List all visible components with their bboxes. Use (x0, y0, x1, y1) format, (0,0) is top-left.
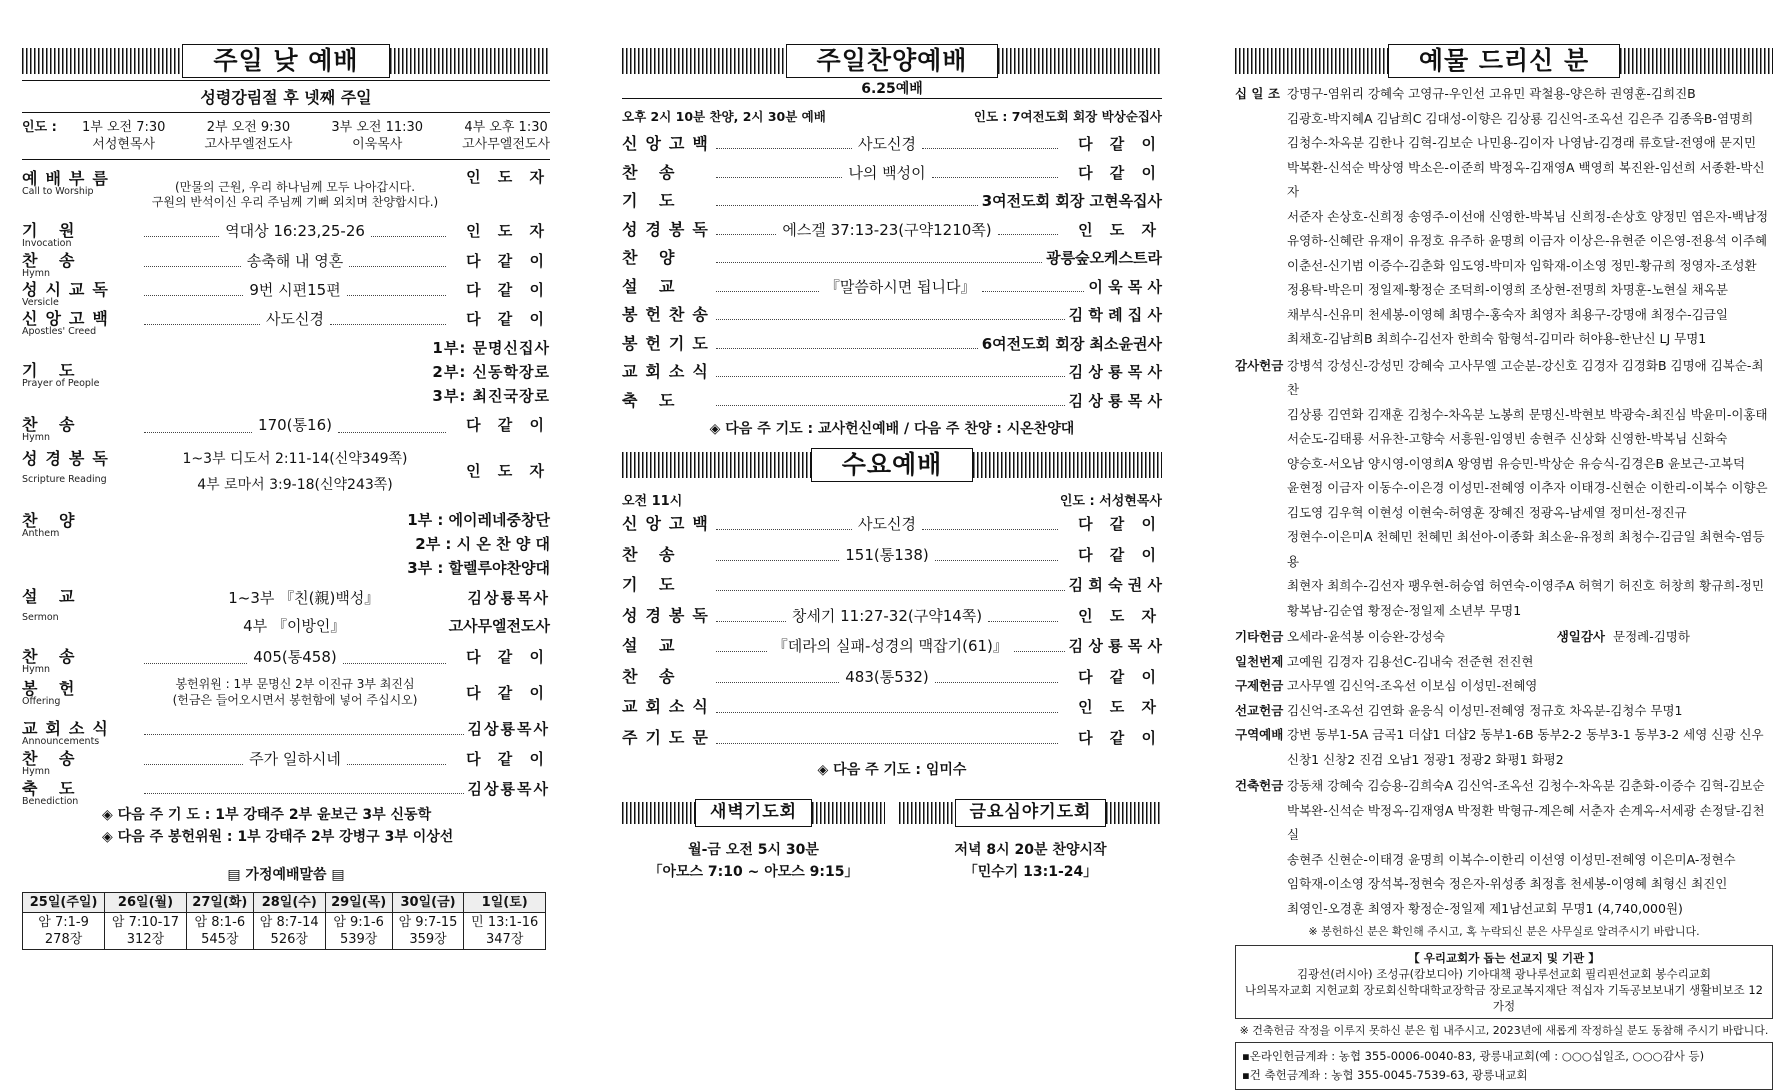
service-3: 3부 오전 11:30 이욱목사 (331, 120, 424, 152)
order-item-creed: 신앙고백 Apostles' Creed 사도신경 다 같 이 (22, 309, 550, 337)
offering-category: 기타헌금 오세라-윤석봉 이승완-강성숙 생일감사 문정례-김명하 (1235, 629, 1690, 644)
order-item-versicle: 성시교독 Versicle 9번 시편15편 다 같 이 (22, 280, 551, 308)
order-item: 기 도 김 희 숙 권 사 (622, 575, 1162, 594)
section-title: 주일찬양예배 (786, 44, 999, 78)
section-title: 예물 드리신 분 (1388, 44, 1620, 78)
offering-category: 선교헌금 김신억-조옥선 김연화 윤응식 이성민-전혜영 정규호 차옥분-김청수 무명1 (1235, 702, 1683, 718)
order-item: 설 교 『말씀하시면 됩니다』 이 욱 목 사 (622, 276, 1162, 296)
family-worship-table (22, 892, 546, 950)
offerings-column (1235, 44, 1773, 1090)
order-item-hymn: 찬 송 Hymn 송축해 내 영혼 다 같 이 (22, 251, 551, 279)
section-title-band (1235, 44, 1773, 78)
mission-box: 【 우리교회가 돕는 선교지 및 기관 】 김광선(러시아) 조성규(캄보디아) 기아대책 광나루선교회 필리핀선교회 봉수리교회 나의목자교회 지헌교회 장로회신학대학교장학금 장로교복지재단 적십자 기독공보보내기 생활비보조 12가정 (1235, 945, 1773, 1019)
order-item: 교회소식 김 상 룡 목 사 (622, 362, 1162, 381)
wednesday-info: 오전 11시 인도 : 서성현목사 (622, 494, 1162, 509)
order-item: 교회소식 인 도 자 (622, 697, 1162, 716)
order-item: 신앙고백 사도신경 다 같 이 (622, 134, 1162, 153)
service-1: 1부 오전 7:30 서성현목사 (82, 120, 166, 152)
order-item-hymn-3: 찬 송 Hymn 405(통458) 다 같 이 (22, 647, 550, 675)
order-item-prayer: 기 도 Prayer of People 1부: 문명신집사 2부: 신동학장로 3부: 최진국장로 (22, 339, 550, 405)
order-item: 찬 송 483(통532) 다 같 이 (622, 666, 1162, 686)
order-item-hymn-2: 찬 송 Hymn 170(통16) 다 같 이 (22, 415, 551, 443)
order-item: 설 교 『데라의 실패-성경의 맥잡기(61)』 김 상 룡 목 사 (622, 636, 1163, 655)
praise-subtitle: 6.25예배 (861, 81, 923, 97)
offering-category: 건축헌금 강동채 강혜숙 김승용-김희숙A 김신억-조옥선 김청수-차옥분 김춘화-이증수 김혁-김보순 박복완-신석순 박정옥-김재영A 박정환 박형규-계은혜 서춘자 손계옥-서세광 손정달-김천실 송현주 신현순-이태경 윤명희 이복수-이한리 이선영 이성민-전혜영 이은미A-정현수 임학재-이소영 장석복-정현숙 정은자-위성종 최정흠 천세봉-이영혜 최형신 최진인 최영인-오경훈 최영자 황정순-정일제 제1남선교회 무명1 (4,740,000원) (1235, 778, 1765, 916)
service-2: 2부 오전 9:30 고사무엘전도사 (204, 120, 293, 152)
account-box: ▪온라인헌금계좌 : 농협 355-0006-0040-83, 광릉내교회(예 : ○○○십일조, ○○○감사 등) ▪건 축헌금계좌 : 농협 355-0045-7539-63, 광릉내교회 (1235, 1042, 1773, 1090)
wednesday-order-list (622, 511, 1162, 755)
praise-info: 오후 2시 10분 찬양, 2시 30분 예배 인도 : 7여전도회 회장 박상순집사 (622, 109, 1162, 124)
praise-next: ◈ 다음 주 기도 : 교사헌신예배 / 다음 주 찬양 : 시온찬양대 (709, 421, 1075, 437)
order-item-offering: 봉 헌 Offering 봉헌위원 : 1부 문명신 2부 이진규 3부 최진심 (헌금은 들어오시면서 봉헌함에 넣어 주십시오) 다 같 이 (22, 677, 550, 707)
sunday-worship-column (22, 44, 550, 950)
next-week-notes: ◈ 다음 주 기 도 : 1부 강태주 2부 윤보근 3부 신동학 ◈ 다음 주 봉헌위원 : 1부 강태주 2부 강병구 3부 이상선 (102, 807, 454, 845)
table-row: 암 7:1-9 278장 암 7:10-17 312장 암 8:1-6 545장 암 8:7-14 526장 암 9:1-6 539장 암 9:7-15 359장 민 13:1-16 347장 (23, 913, 546, 950)
dawn-prayer: 새벽기도회 월-금 오전 5시 30분 「아모스 7:10 ~ 아모스 9:15」 (622, 799, 885, 883)
section-title-band (622, 44, 1162, 78)
service-4: 4부 오후 1:30 고사무엘전도사 (462, 120, 550, 152)
order-item: 신앙고백 사도신경 다 같 이 (622, 514, 1162, 533)
section-title: 수요예배 (811, 448, 974, 482)
order-item-benediction: 축 도 Benediction 김상룡목사 (22, 779, 550, 807)
order-item: 주기도문 다 같 이 (622, 727, 1162, 747)
order-item-scripture: 성경봉독 Scripture Reading 1~3부 디도서 2:11-14(신약349쪽) 4부 로마서 3:9-18(신약243쪽) 인 도 자 (22, 449, 550, 493)
section-title-band (622, 448, 1162, 482)
order-item: 성경봉독 에스겔 37:13-23(구약1210쪽) 인 도 자 (622, 219, 1163, 239)
wednesday-next: ◈ 다음 주 기도 : 임미수 (817, 762, 967, 778)
order-item: 축 도 김 상 룡 목 사 (622, 390, 1162, 410)
order-item: 봉헌찬송 김 학 례 집 사 (622, 305, 1162, 324)
offering-category: 일천번제 고예원 김경자 김용선C-김내숙 전준현 전진현 (1235, 653, 1534, 669)
order-item-announcements: 교회소식 Announcements 김상룡목사 (22, 719, 550, 747)
table-row: 25일(주일) 26일(월) 27일(화) 28일(수) 29일(목) 30일(금) 1일(토) (23, 893, 546, 913)
offering-list (1235, 82, 1773, 921)
order-item-sermon: 설 교 Sermon 1~3부 『친(親)백성』 김상룡목사 4부 『이방인』 고사무엘전도사 (22, 587, 550, 635)
family-worship-title: ▤ 가정예배말씀 ▤ (227, 867, 345, 883)
building-note: ※ 건축헌금 작정을 이루지 못하신 분은 힘 내주시고, 2023년에 새롭게 작정하실 분도 동참해 주시기 바랍니다. (1239, 1024, 1769, 1037)
service-times: 인도 : 1부 오전 7:30 서성현목사 2부 오전 9:30 고사무엘전도사 3부 오전 11:30 이욱목사 4부 오후 1:30 고사무엘전도사 (22, 120, 550, 152)
sunday-praise-column (622, 44, 1162, 883)
order-item: 찬 송 나의 백성이 다 같 이 (622, 162, 1162, 182)
order-item-hymn-4: 찬 송 Hymn 주가 일하시네 다 같 이 (22, 749, 550, 777)
offering-category: 구제헌금 고사무엘 김신억-조옥선 이보심 이성민-전혜영 (1235, 678, 1538, 693)
order-item-anthem: 찬 양 Anthem 1부 : 에이레네중창단 2부 : 시 온 찬 양 대 3부 : 할렐루야찬양대 (22, 511, 550, 577)
section-title: 주일 낮 예배 (182, 44, 389, 78)
friday-prayer: 금요심야기도회 저녁 8시 20분 찬양시작 「민수기 13:1-24」 (899, 799, 1162, 883)
order-item: 찬 양 광릉숲오케스트라 (622, 248, 1162, 267)
order-item-invocation: 기 원 Invocation 역대상 16:23,25-26 인 도 자 (22, 221, 551, 249)
offering-category: 구역예배 강변 동부1-5A 금곡1 더샵1 더샵2 동부1-6B 동부2-2 동부3-1 동부3-2 세영 신광 신우 신창1 신창2 진검 오남1 정광1 정광2 화평1 화평2 (1235, 727, 1764, 767)
call-to-worship: 예배부름 Call to Worship (만물의 근원, 우리 하나님께 모두 나아갑시다. 구원의 반석이신 우리 주님께 기뻐 외치며 찬양합시다.) 인 도 자 (22, 168, 550, 209)
order-item: 찬 송 151(통138) 다 같 이 (622, 544, 1162, 564)
order-item: 성경봉독 창세기 11:27-32(구약14쪽) 인 도 자 (622, 605, 1163, 625)
prayer-meetings (622, 799, 1162, 883)
order-item: 봉헌기도 6여전도회 회장 최소윤권사 (622, 333, 1162, 353)
offering-category: 감사헌금 강병석 강성신-강성민 강혜숙 고사무엘 고순분-강신호 김경자 김경화B 김명애 김복순-최찬 김상룡 김연화 김재훈 김청수-차옥분 노봉희 문명신-박현보 박광숙-최진심 박윤미-이홍태 서순도-김태룡 서유찬-고향숙 서흥원-임영빈 송현주 신상화 신영한-박복님 신화숙 양승호-서오남 양시영-이영희A 왕영범 유승민-박상순 유승식-김경은B 윤보근-고복덕 윤현정 이금자 이동수-이은경 이성민-전혜영 이추자 이태경-신현순 이한리-이복수 이향은 김도영 김우혁 이현성 이현숙-허영훈 장혜진 정광옥-남세열 정미선-정진규 정현수-이은미A 천혜민 천혜민 최선아-이종화 최소윤-유정희 최청수-김금일 최현숙-염등용 최현자 최희수-김선자 팽우현-허승엽 허연숙-이영주A 허혁기 허진호 허창희 황규희-정민 황복남-김순엽 황정순-정일제 소년부 무명1 (1235, 357, 1768, 618)
service-subtitle: 성령강림절 후 넷째 주일 (200, 88, 372, 107)
order-item: 기 도 3여전도회 회장 고현옥집사 (622, 191, 1162, 210)
offering-note: ※ 봉헌하신 분은 확인해 주시고, 혹 누락되신 분은 사무실로 알려주시기 바랍니다. (1308, 925, 1700, 938)
praise-order-list (622, 131, 1162, 416)
offering-category: 십 일 조 강명구-염위리 강혜숙 고영규-우인선 고유민 곽철용-양은하 권영훈-김희진B 김광호-박지혜A 김남희C 김대성-이향은 김상룡 김신억-조옥선 김은주 김종욱B-염명희 김청수-차옥분 김한나 김혁-김보순 나민용-김이자 나영남-김경래 류호달-전영애 문지민 박복환-신석순 박상영 박소은-이준희 박정옥-김재영A 백영희 복진완-임선희 서종환-박신자 서준자 손상호-신희정 송영주-이선애 신영한-박복님 신희정-손상호 양정민 염은자-백남정 유영하-신혜란 유재이 유정호 유주하 윤명희 이금자 이상은-유현준 이은영-전용석 이주혜 이춘선-신기범 이증수-김춘화 임도영-박미자 임학재-이소영 정민-황규희 정영자-조성환 정용탁-박은미 정일제-황정순 조덕희-이영희 조상현-전명희 차명훈-노현실 채옥분 채부식-신유미 천세봉-이영혜 최명수-홍숙자 최영자 최용구-강명애 최정수-김금일 최채호-김남희B 최희수-김선자 한희숙 함형석-김미라 허야용-한난신 LJ 무명1 (1235, 86, 1769, 346)
section-title-band (22, 44, 550, 78)
